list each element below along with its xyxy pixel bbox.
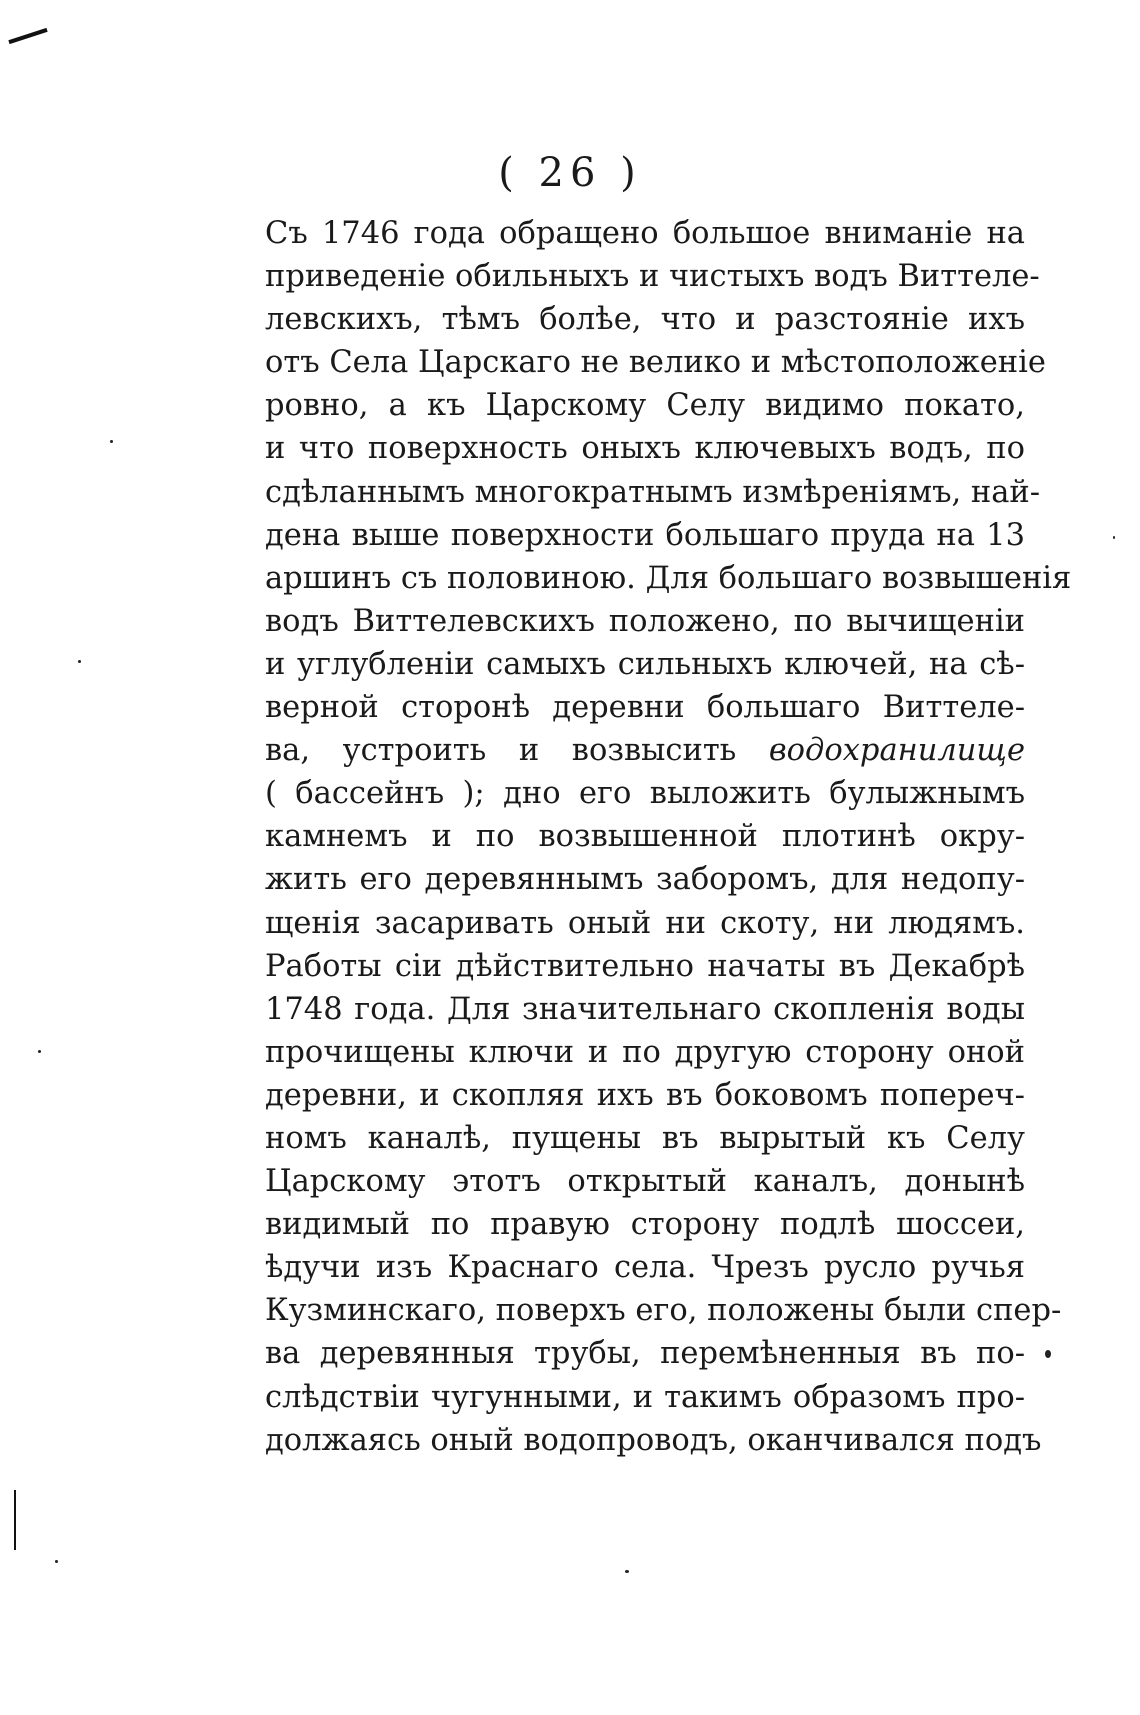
text-line: прочищены ключи и по другую сторону оной	[265, 1034, 1025, 1070]
text-line: Кузминскаго, поверхъ его, положены были спер-	[265, 1293, 1062, 1329]
line-prefix: ва, устроить и возвысить	[265, 733, 737, 769]
scan-speck	[1045, 1350, 1051, 1358]
text-line: ва деревянныя трубы, перемѣненныя въ по-	[265, 1336, 1025, 1372]
scan-mark-left-edge	[14, 1490, 16, 1550]
text-line: Съ 1746 года обращено большое вниманіе на	[265, 216, 1025, 251]
text-line: верной сторонѣ деревни большаго Виттеле-	[265, 690, 1025, 726]
text-line: жить его деревяннымъ заборомъ, для недопу-	[265, 862, 1025, 898]
scan-speck	[55, 1560, 58, 1563]
scan-speck	[1113, 536, 1115, 539]
text-line-with-italic	[265, 729, 1025, 772]
text-line: ѣдучи изъ Краснаго села. Чрезъ русло ручья	[265, 1250, 1025, 1286]
text-line: дена выше поверхности большаго пруда на 13	[265, 517, 1025, 553]
body-text	[265, 212, 1072, 1462]
text-line: должаясь оный водопроводъ, оканчивался подъ	[265, 1422, 1042, 1458]
scan-mark-top-left	[8, 28, 47, 44]
text-line: отъ Села Царскаго не велико и мѣстоположеніе	[265, 345, 1046, 381]
text-line: щенія засаривать оный ни скоту, ни людямъ.	[265, 905, 1025, 941]
scan-speck	[625, 1570, 629, 1573]
text-line: деревни, и скопляя ихъ въ боковомъ попереч-	[265, 1077, 1025, 1113]
text-line: 1748 года. Для значительнаго скопленія воды	[265, 991, 1025, 1027]
text-line: Царскому этотъ открытый каналъ, донынѣ	[265, 1164, 1025, 1200]
text-line: Работы сіи дѣйствительно начаты въ Декабрѣ	[265, 948, 1025, 984]
text-line: слѣдствіи чугунными, и такимъ образомъ про-	[265, 1379, 1025, 1415]
text-line: левскихъ, тѣмъ болѣе, что и разстояніе ихъ	[265, 302, 1025, 338]
text-line: номъ каналѣ, пущены въ вырытый къ Селу	[265, 1120, 1025, 1156]
italic-term: водохранилище	[768, 733, 1025, 769]
text-line: видимый по правую сторону подлѣ шоссеи,	[265, 1207, 1025, 1243]
text-line: аршинъ съ половиною. Для большаго возвышенія	[265, 560, 1072, 596]
text-line: и углубленіи самыхъ сильныхъ ключей, на сѣ-	[265, 646, 1025, 682]
text-line: водъ Виттелевскихъ положено, по вычищеніи	[265, 603, 1025, 639]
text-line: и что поверхность оныхъ ключевыхъ водъ, по	[265, 431, 1025, 467]
scan-speck	[78, 660, 81, 663]
scan-speck	[38, 1050, 41, 1053]
text-line: сдѣланнымъ многократнымъ измѣреніямъ, най-	[265, 474, 1041, 510]
text-line: ( бассейнъ ); дно его выложить булыжнымъ	[265, 776, 1025, 812]
page-number: ( 26 )	[498, 150, 642, 196]
text-line: приведеніе обильныхъ и чистыхъ водъ Виттеле-	[265, 259, 1040, 295]
scan-speck	[110, 440, 113, 443]
text-line: ровно, а къ Царскому Селу видимо покато,	[265, 388, 1025, 424]
text-line: камнемъ и по возвышенной плотинѣ окру-	[265, 819, 1025, 855]
